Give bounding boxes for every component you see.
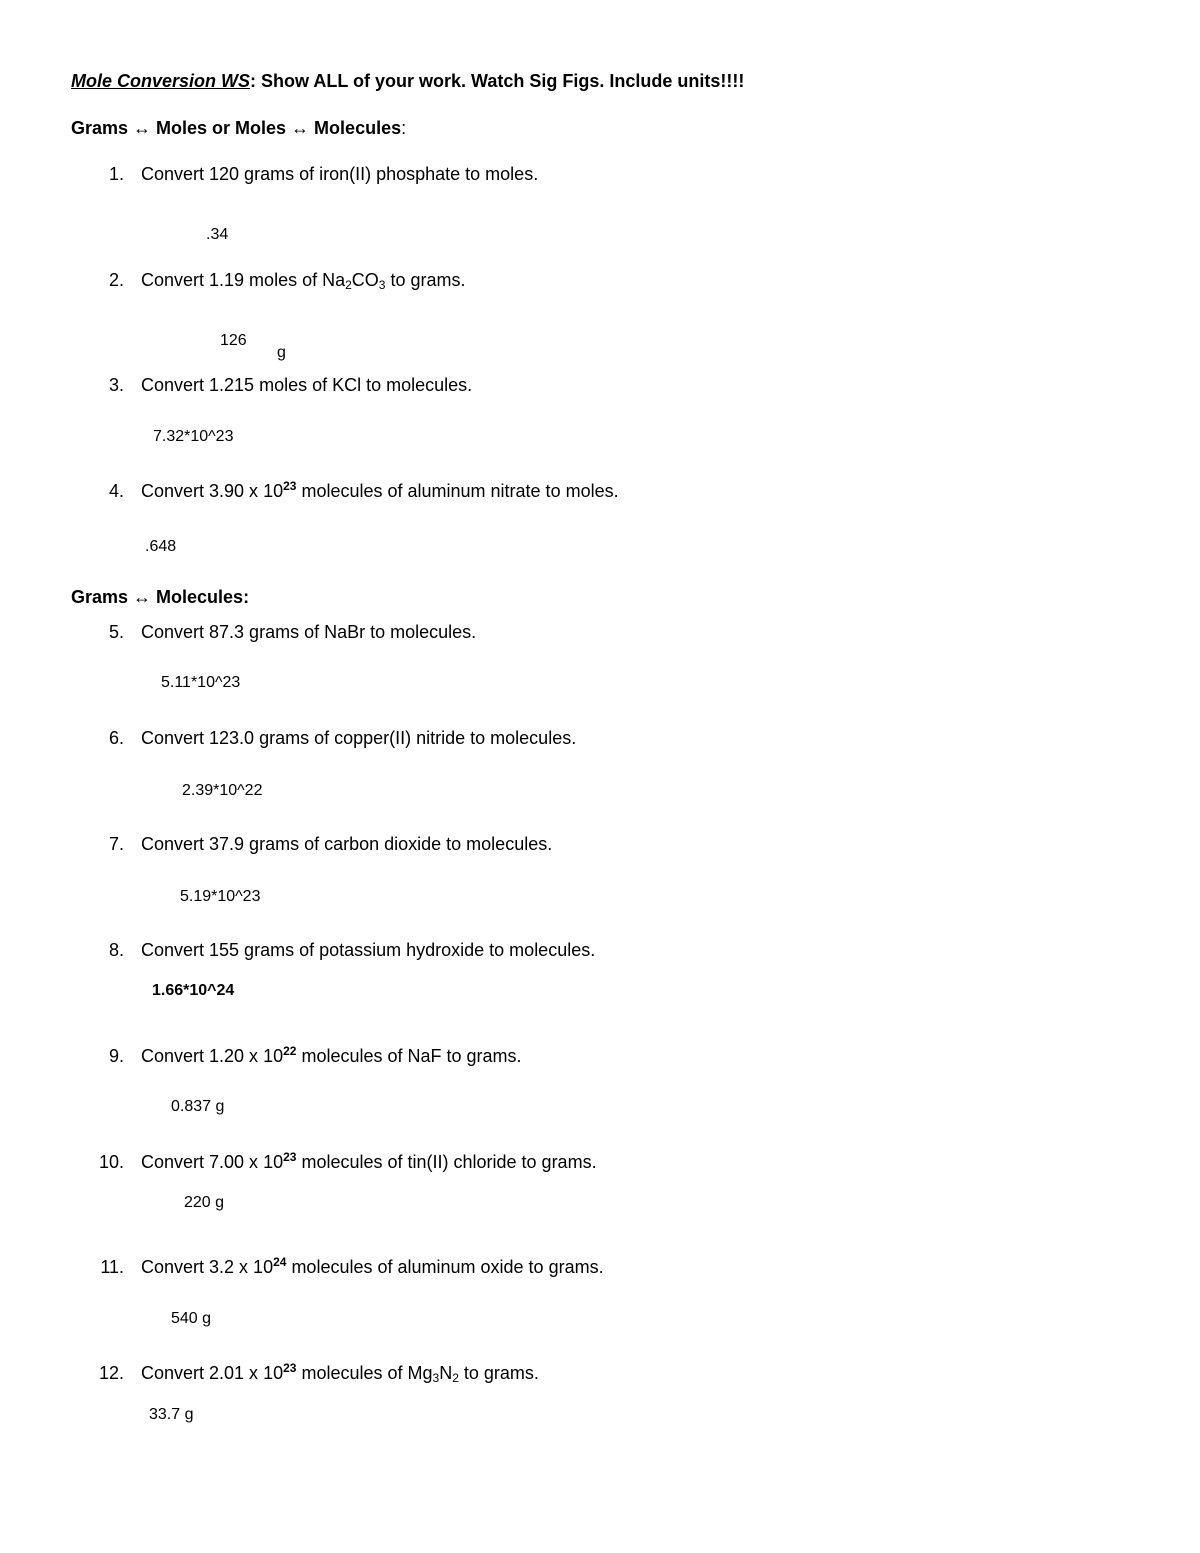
question-11-exponent: 24 (273, 1255, 287, 1269)
worksheet-header (71, 71, 744, 92)
title-colon: : (250, 71, 257, 91)
question-2-text-pre: Convert 1.19 moles of Na (141, 270, 346, 290)
question-12-subscript-1: 3 (432, 1371, 440, 1385)
question-3-number: 3. (108, 375, 124, 395)
question-1-text: Convert 120 grams of iron(II) phosphate to moles. (141, 164, 539, 184)
question-11-text-pre: Convert 3.2 x 10 (141, 1257, 274, 1277)
question-12-text-pre: Convert 2.01 x 10 (141, 1363, 284, 1383)
question-2-text (141, 270, 466, 291)
section-heading-1-label: Grams ↔ Moles or Moles ↔ Molecules (71, 118, 402, 138)
question-8-text: Convert 155 grams of potassium hydroxide to molecules. (141, 940, 596, 960)
question-12-number: 12. (98, 1363, 124, 1383)
question-12-text-mid: molecules of Mg (296, 1363, 433, 1383)
question-7-text: Convert 37.9 grams of carbon dioxide to molecules. (141, 834, 553, 854)
worksheet-title: Mole Conversion WS (71, 71, 251, 91)
answer-8: 1.66*10^24 (152, 982, 235, 999)
question-4-exponent: 23 (283, 479, 297, 493)
question-2-subscript-1: 2 (345, 278, 352, 292)
question-10-text-post: molecules of tin(II) chloride to grams. (296, 1152, 597, 1172)
question-12-text-mid2: N (439, 1363, 453, 1383)
section-heading-2: Grams ↔ Molecules: (71, 587, 250, 607)
question-5-number: 5. (108, 622, 124, 642)
answer-1: .34 (206, 226, 229, 243)
question-7-number: 7. (108, 834, 124, 854)
question-6-number: 6. (108, 728, 124, 748)
question-1-number: 1. (108, 164, 124, 184)
question-9-exponent: 22 (283, 1044, 297, 1058)
answer-7: 5.19*10^23 (180, 888, 261, 905)
question-10-text (141, 1152, 597, 1173)
question-9-text (141, 1046, 522, 1067)
question-11-number: 11. (100, 1257, 124, 1277)
answer-10: 220 g (184, 1194, 225, 1211)
answer-9: 0.837 g (171, 1098, 225, 1115)
question-4-text (141, 481, 619, 502)
question-11-text-post: molecules of aluminum oxide to grams. (286, 1257, 604, 1277)
section-heading-1 (71, 118, 406, 139)
answer-4: .648 (145, 538, 177, 555)
question-9-text-post: molecules of NaF to grams. (296, 1046, 522, 1066)
question-2-text-mid: CO (351, 270, 379, 290)
question-10-text-pre: Convert 7.00 x 10 (141, 1152, 284, 1172)
question-11-text (141, 1257, 604, 1278)
question-4-text-pre: Convert 3.90 x 10 (141, 481, 284, 501)
section-heading-1-colon: : (401, 118, 407, 138)
answer-2-unit: g (277, 344, 286, 361)
answer-3: 7.32*10^23 (153, 428, 234, 445)
question-10-number: 10. (98, 1152, 124, 1172)
worksheet-instructions: Show ALL of your work. Watch Sig Figs. Include units!!!! (261, 71, 745, 91)
question-4-number: 4. (108, 481, 124, 501)
question-3-text: Convert 1.215 moles of KCl to molecules. (141, 375, 473, 395)
answer-11: 540 g (171, 1310, 212, 1327)
answer-5: 5.11*10^23 (161, 674, 241, 691)
question-12-exponent: 23 (283, 1361, 297, 1375)
answer-6: 2.39*10^22 (182, 782, 263, 799)
question-12-subscript-2: 2 (452, 1371, 459, 1385)
question-8-number: 8. (108, 940, 124, 960)
question-12-text (141, 1363, 539, 1384)
question-5-text: Convert 87.3 grams of NaBr to molecules. (141, 622, 477, 642)
question-12-text-post: to grams. (458, 1363, 539, 1383)
question-2-subscript-2: 3 (378, 278, 386, 292)
answer-2: 126 (220, 332, 247, 349)
question-9-number: 9. (108, 1046, 124, 1066)
question-6-text: Convert 123.0 grams of copper(II) nitride to molecules. (141, 728, 577, 748)
question-9-text-pre: Convert 1.20 x 10 (141, 1046, 284, 1066)
question-10-exponent: 23 (283, 1150, 297, 1164)
question-2-number: 2. (108, 270, 124, 290)
question-4-text-post: molecules of aluminum nitrate to moles. (296, 481, 619, 501)
question-2-text-post: to grams. (385, 270, 466, 290)
answer-12: 33.7 g (149, 1406, 194, 1423)
